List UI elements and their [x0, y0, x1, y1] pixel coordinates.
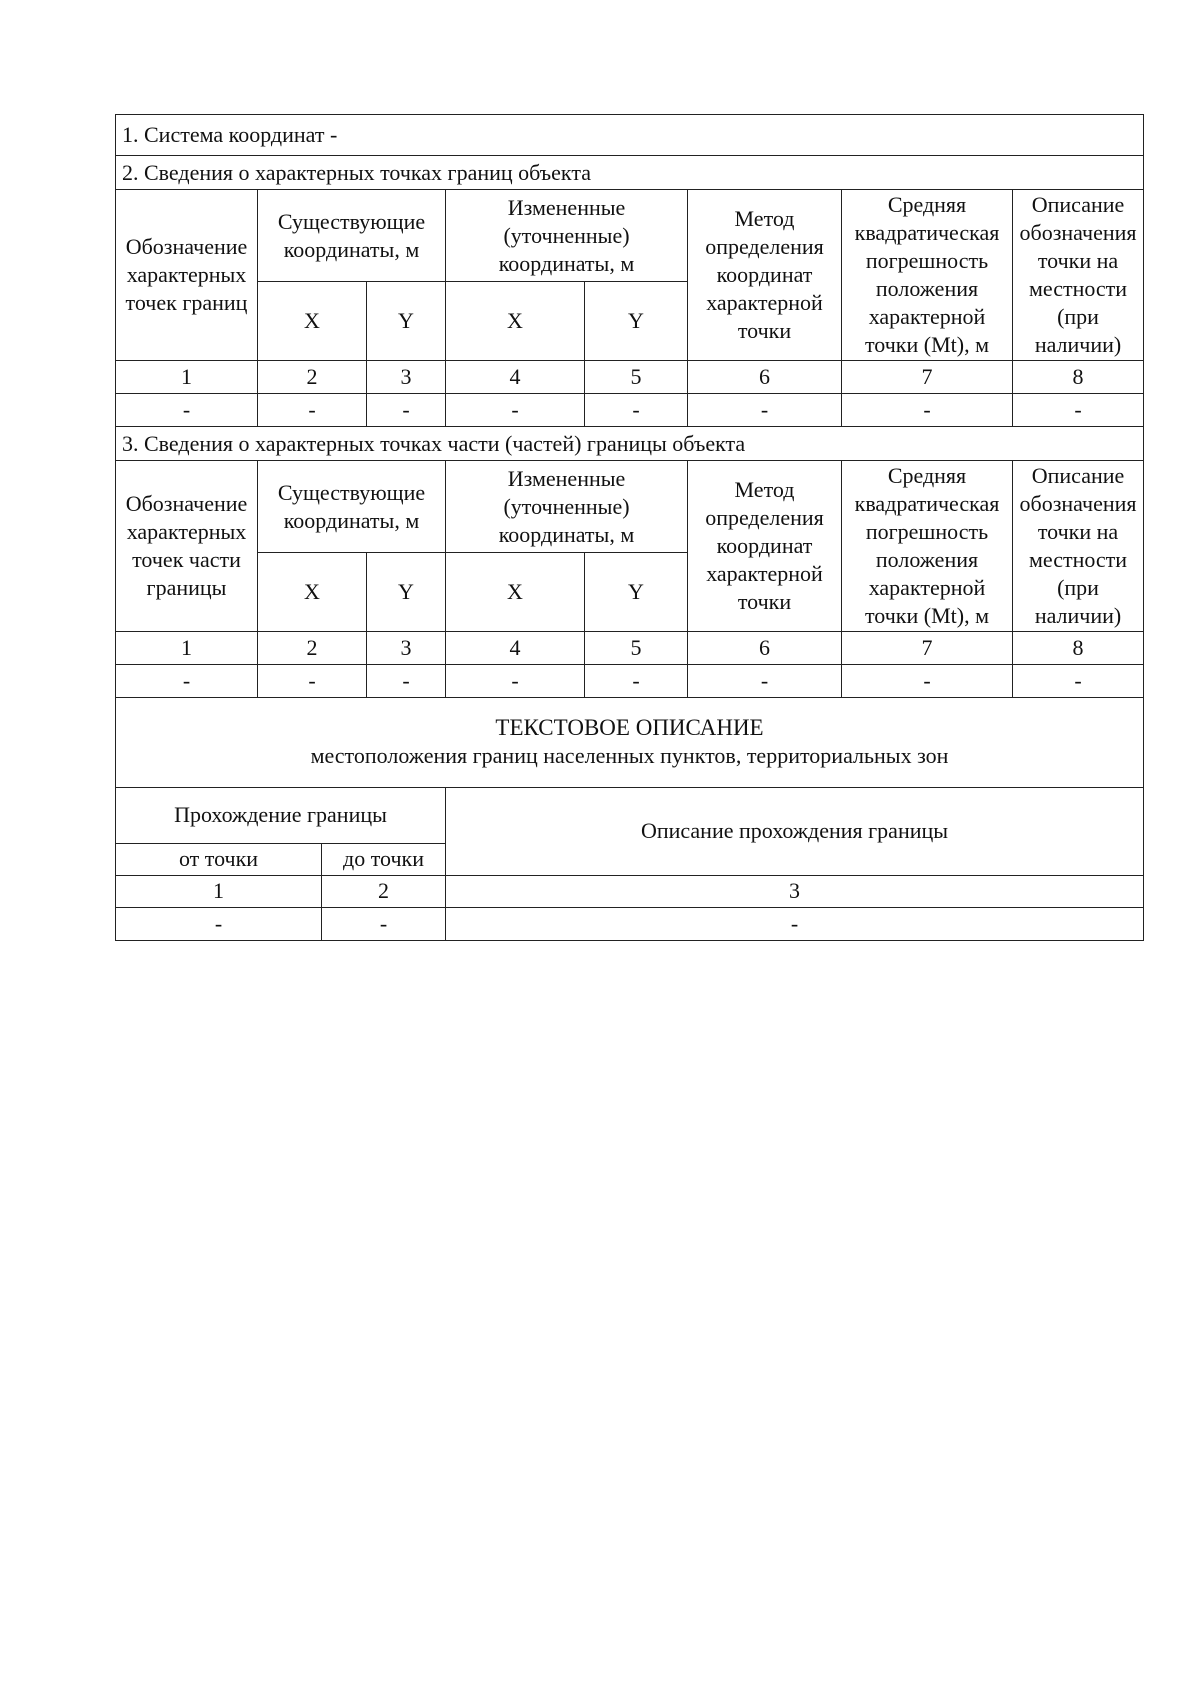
section3-data-row: [116, 665, 1144, 698]
section2-title: 2. Сведения о характерных точках границ объекта: [116, 156, 1144, 190]
data-cell: -: [585, 394, 688, 427]
section3-title: 3. Сведения о характерных точках части (частей) границы объекта: [116, 427, 1144, 461]
section2-number-row: [116, 361, 1144, 394]
header-changed-coords: Измененные (уточненные) координаты, м: [446, 190, 688, 282]
data-cell: -: [688, 394, 842, 427]
data-cell: -: [1013, 394, 1144, 427]
header-description: Описание обозначения точки на местности (при наличии): [1013, 461, 1144, 632]
column-number: 3: [367, 361, 446, 394]
data-cell: -: [322, 907, 446, 940]
data-cell: -: [446, 394, 585, 427]
column-number: 5: [585, 361, 688, 394]
header-error: Средняя квадратическая погрешность положения характерной точки (Mt), м: [842, 461, 1013, 632]
passage-from-header: от точки: [116, 843, 322, 875]
column-number: 5: [585, 632, 688, 665]
passage-header: Прохождение границы: [116, 787, 446, 843]
section2-header-row: [116, 190, 1144, 282]
data-cell: -: [446, 665, 585, 698]
data-cell: -: [842, 394, 1013, 427]
header-designation: Обозначение характерных точек границ: [116, 190, 258, 361]
section3-number-row: [116, 632, 1144, 665]
header-existing-coords: Существующие координаты, м: [258, 461, 446, 553]
column-number: 8: [1013, 361, 1144, 394]
header-y: Y: [585, 553, 688, 632]
column-number: 7: [842, 632, 1013, 665]
coord-system-row: [116, 115, 1144, 156]
passage-to-header: до точки: [322, 843, 446, 875]
column-number: 6: [688, 361, 842, 394]
header-existing-coords: Существующие координаты, м: [258, 190, 446, 282]
text-description-title-row: [116, 697, 1144, 787]
section3-title-row: [116, 427, 1144, 461]
text-description-subtitle: местоположения границ населенных пунктов, территориальных зон: [310, 743, 949, 768]
data-cell: -: [258, 665, 367, 698]
header-x: X: [446, 282, 585, 361]
data-cell: -: [116, 665, 258, 698]
header-method: Метод определения координат характерной точки: [688, 190, 842, 361]
passage-description-header: Описание прохождения границы: [446, 787, 1144, 875]
column-number: 4: [446, 361, 585, 394]
column-number: 1: [116, 361, 258, 394]
column-number: 1: [116, 875, 322, 907]
text-description-heading: [116, 697, 1144, 787]
column-number: 6: [688, 632, 842, 665]
column-number: 7: [842, 361, 1013, 394]
column-number: 1: [116, 632, 258, 665]
column-number: 8: [1013, 632, 1144, 665]
header-y: Y: [367, 553, 446, 632]
section3-header-row: [116, 461, 1144, 553]
column-number: 3: [367, 632, 446, 665]
header-designation-part: Обозначение характерных точек части границы: [116, 461, 258, 632]
header-y: Y: [367, 282, 446, 361]
passage-data-row: [116, 907, 1144, 940]
coordinates-table: [115, 114, 1144, 698]
header-y: Y: [585, 282, 688, 361]
column-number: 2: [258, 361, 367, 394]
header-description: Описание обозначения точки на местности (при наличии): [1013, 190, 1144, 361]
header-x: X: [258, 553, 367, 632]
text-description-table: [115, 697, 1144, 941]
header-changed-coords: Измененные (уточненные) координаты, м: [446, 461, 688, 553]
coord-system-label: 1. Система координат -: [116, 115, 1144, 156]
column-number: 3: [446, 875, 1144, 907]
section2-title-row: [116, 156, 1144, 190]
text-description-title: ТЕКСТОВОЕ ОПИСАНИЕ: [495, 715, 764, 740]
passage-header-row: [116, 787, 1144, 843]
data-cell: -: [1013, 665, 1144, 698]
boundary-document: [115, 114, 1143, 941]
data-cell: -: [688, 665, 842, 698]
header-x: X: [258, 282, 367, 361]
passage-number-row: [116, 875, 1144, 907]
section2-data-row: [116, 394, 1144, 427]
data-cell: -: [842, 665, 1013, 698]
header-method: Метод определения координат характерной точки: [688, 461, 842, 632]
header-x: X: [446, 553, 585, 632]
data-cell: -: [585, 665, 688, 698]
data-cell: -: [367, 665, 446, 698]
data-cell: -: [367, 394, 446, 427]
data-cell: -: [258, 394, 367, 427]
column-number: 2: [322, 875, 446, 907]
data-cell: -: [446, 907, 1144, 940]
header-error: Средняя квадратическая погрешность положения характерной точки (Mt), м: [842, 190, 1013, 361]
column-number: 4: [446, 632, 585, 665]
data-cell: -: [116, 907, 322, 940]
data-cell: -: [116, 394, 258, 427]
column-number: 2: [258, 632, 367, 665]
